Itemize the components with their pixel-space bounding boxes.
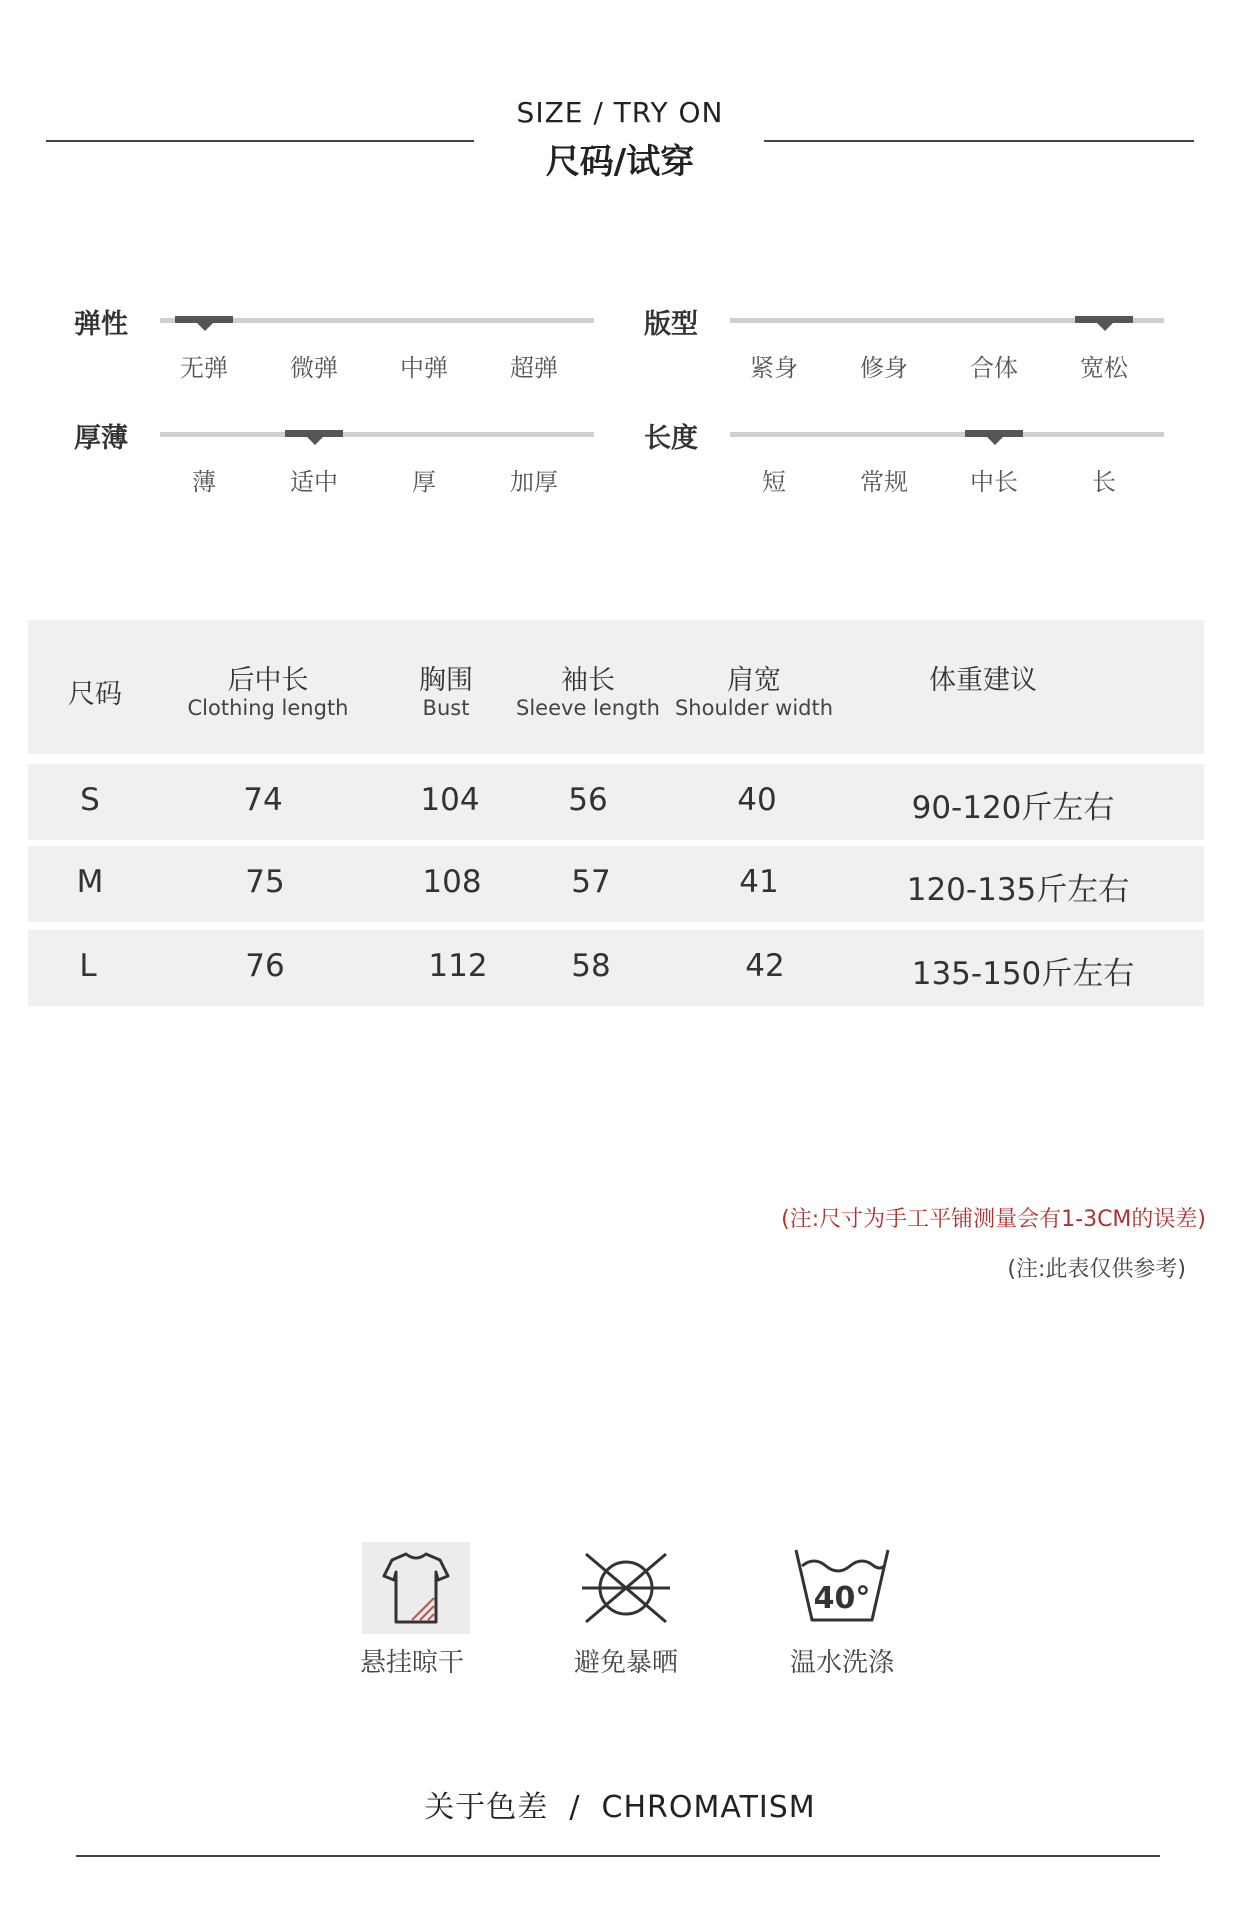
attribute-marker bbox=[1075, 316, 1133, 323]
chromatism-title: 关于色差 / CHROMATISM bbox=[424, 1790, 816, 1825]
wash-temperature: 40° bbox=[813, 1581, 871, 1616]
header-shoulder-width-en: Shoulder width bbox=[674, 696, 834, 720]
attribute-option: 适中 bbox=[290, 468, 338, 496]
header-bust-en: Bust bbox=[422, 696, 470, 720]
cell-sleeve-length: 57 bbox=[571, 864, 611, 900]
care-label: 避免暴晒 bbox=[573, 1648, 678, 1678]
footer-rule bbox=[76, 1855, 1160, 1857]
wash-40-icon bbox=[792, 1542, 892, 1634]
cell-size: L bbox=[79, 948, 97, 984]
attribute-marker bbox=[285, 430, 343, 437]
table-row bbox=[28, 764, 1204, 840]
attribute-label: 版型 bbox=[644, 309, 698, 340]
cell-bust: 112 bbox=[428, 948, 488, 984]
attribute-option: 修身 bbox=[860, 354, 908, 382]
attribute-option: 长 bbox=[1092, 468, 1116, 496]
care-label: 悬挂晾干 bbox=[359, 1648, 464, 1678]
attribute-label: 厚薄 bbox=[74, 423, 128, 454]
table-row bbox=[28, 846, 1204, 922]
header-bust: 胸围 bbox=[419, 665, 473, 696]
attribute-label: 长度 bbox=[644, 423, 698, 454]
attribute-option: 短 bbox=[762, 468, 786, 496]
header-sleeve-length: 袖长 bbox=[561, 665, 615, 696]
cell-size: M bbox=[76, 864, 104, 900]
cell-weight: 90-120斤左右 bbox=[911, 790, 1115, 826]
attribute-thickness bbox=[74, 416, 594, 526]
attribute-option: 超弹 bbox=[510, 354, 558, 382]
section-title-en: SIZE / TRY ON bbox=[516, 96, 724, 129]
attribute-track bbox=[730, 432, 1164, 437]
cell-size: S bbox=[80, 782, 100, 818]
section-title-cn: 尺码/试穿 bbox=[545, 142, 695, 182]
attribute-elasticity bbox=[74, 302, 594, 412]
attribute-option: 加厚 bbox=[510, 468, 558, 496]
attribute-option: 紧身 bbox=[750, 354, 798, 382]
header-clothing-length: 后中长 bbox=[227, 665, 309, 696]
attribute-length bbox=[644, 416, 1164, 526]
attribute-track bbox=[160, 318, 594, 323]
reference-note: (注:此表仅供参考) bbox=[1007, 1257, 1186, 1282]
cell-clothing-length: 76 bbox=[245, 948, 285, 984]
attribute-option: 微弹 bbox=[290, 354, 338, 382]
attribute-option: 无弹 bbox=[180, 354, 228, 382]
cell-clothing-length: 74 bbox=[243, 782, 283, 818]
cell-weight: 135-150斤左右 bbox=[911, 956, 1135, 992]
attribute-option: 宽松 bbox=[1080, 354, 1128, 382]
attribute-label: 弹性 bbox=[74, 309, 128, 340]
care-warm-wash bbox=[762, 1542, 922, 1682]
cell-sleeve-length: 58 bbox=[571, 948, 611, 984]
care-hang-dry bbox=[332, 1542, 492, 1682]
attribute-option: 厚 bbox=[412, 468, 436, 496]
measurement-note: (注:尺寸为手工平铺测量会有1-3CM的误差) bbox=[781, 1207, 1206, 1232]
cell-shoulder-width: 41 bbox=[739, 864, 779, 900]
header-sleeve-length-en: Sleeve length bbox=[516, 696, 660, 720]
no-sun-icon bbox=[576, 1542, 676, 1634]
attribute-track bbox=[730, 318, 1164, 323]
attribute-fit bbox=[644, 302, 1164, 412]
attribute-option: 合体 bbox=[970, 354, 1018, 382]
care-label: 温水洗涤 bbox=[789, 1648, 894, 1678]
cell-sleeve-length: 56 bbox=[568, 782, 608, 818]
cell-weight: 120-135斤左右 bbox=[906, 872, 1130, 908]
header-weight-suggestion: 体重建议 bbox=[929, 665, 1037, 696]
attribute-option: 常规 bbox=[860, 468, 908, 496]
attribute-option: 薄 bbox=[192, 468, 216, 496]
cell-shoulder-width: 42 bbox=[745, 948, 785, 984]
attribute-track bbox=[160, 432, 594, 437]
care-avoid-sun bbox=[546, 1542, 706, 1682]
header-size: 尺码 bbox=[68, 679, 122, 710]
size-table-header bbox=[28, 620, 1204, 754]
attribute-marker bbox=[965, 430, 1023, 437]
cell-bust: 104 bbox=[420, 782, 480, 818]
header-clothing-length-en: Clothing length bbox=[187, 696, 349, 720]
cell-clothing-length: 75 bbox=[245, 864, 285, 900]
attribute-marker bbox=[175, 316, 233, 323]
hanging-shirt-icon bbox=[362, 1542, 470, 1634]
cell-bust: 108 bbox=[422, 864, 482, 900]
cell-shoulder-width: 40 bbox=[737, 782, 777, 818]
table-row bbox=[28, 930, 1204, 1006]
attribute-option: 中弹 bbox=[400, 354, 448, 382]
header-shoulder-width: 肩宽 bbox=[727, 665, 781, 696]
attribute-option: 中长 bbox=[970, 468, 1018, 496]
